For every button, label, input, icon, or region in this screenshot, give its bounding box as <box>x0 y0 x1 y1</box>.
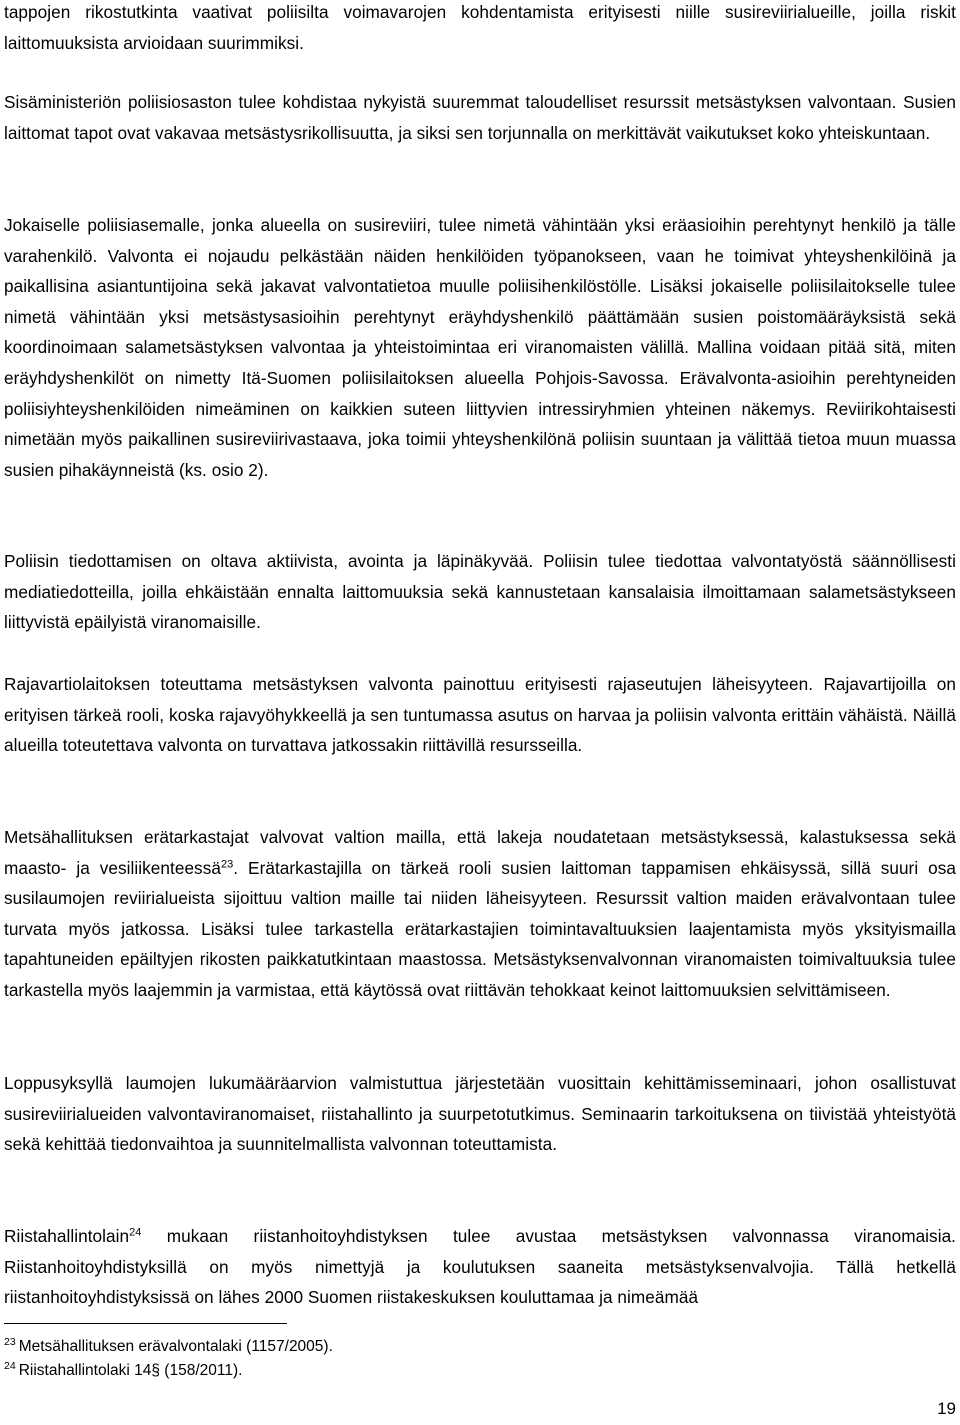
page-number: 19 <box>937 1399 956 1418</box>
paragraph-2: Sisäministeriön poliisiosaston tulee kohdistaa nykyistä suuremmat taloudelliset resurssit metsästyksen valvontaan. Susien laittomat tapot ovat vakavaa metsästysrikollisuutta, ja siksi sen torjunnalla on merkittävät vaikutukset koko yhteiskuntaan. <box>4 92 956 143</box>
paragraph-8 <box>4 1221 956 1313</box>
footnote-text: Metsähallituksen erävalvontalaki (1157/2005). <box>18 1338 333 1355</box>
footnote-text: Riistahallintolaki 14§ (158/2011). <box>18 1362 243 1379</box>
paragraph-8-text-end: mukaan riistanhoitoyhdistyksen tulee avustaa metsästyksen valvonnassa viranomaisia. Riistanhoitoyhdistyksillä on myös nimettyjä ja koulutuksen saaneita metsästyksenvalvojia. Tällä hetkellä riistanhoitoyhdistyksissä on lähes 2000 Suomen riistakeskuksen kouluttamaa ja nimeämää <box>4 1226 956 1308</box>
footnote-separator <box>4 1323 287 1324</box>
footnote-reference-24[interactable]: 24 <box>129 1226 142 1239</box>
footnote-23 <box>4 1337 333 1357</box>
paragraph-6-text-end: . Erätarkastajilla on tärkeä rooli susien laittoman tappamisen ehkäisyssä, sillä suuri osa susilaumojen reviirialueista sijoittuu valtion maille tai niiden läheisyyteen. Resurssit valtion maiden erävalvontaan tulee turvata myös jatkossa. Lisäksi tulee tarkastella erätarkastajien toimintavaltuuksien laajentamista myös yksityismailla tapahtuneiden epäiltyjen rikosten paikkatutkintaan maastossa. Metsästyksenvalvonnan viranomaisten toimivaltuuksia tulee tarkastella myös laajemmin ja varmistaa, että käytössä ovat riittävän tehokkaat keinot laittomuuksien selvittämiseen. <box>4 857 956 1000</box>
paragraph-8-text-start: Riistahallintolain <box>4 1226 130 1246</box>
paragraph-6-text-start: Metsähallituksen erätarkastajat valvovat valtion mailla, että lakeja noudatetaan metsästyksessä, kalastuksessa sekä maasto- ja vesiliikenteessä <box>4 827 956 878</box>
paragraph-3: Jokaiselle poliisiasemalle, jonka alueella on susireviiri, tulee nimetä vähintään yksi eräasioihin perehtynyt henkilö ja tälle varahenkilö. Valvonta ei nojaudu pelkästään näiden henkilöiden työpanokseen, vaan he toimivat yhteyshenkilöinä ja paikallisina asiantuntijoina sekä jakavat valvontatietoa muulle poliisihenkilöstölle. Lisäksi jokaiselle poliisilaitokselle tulee nimetä vähintään yksi metsästysasioihin perehtynyt eräyhdyshenkilö päättämään susien poistomääräyksistä sekä koordinoimaan salametsästyksen valvontaa ja yhteistoimintaa eri viranomaisten välillä. Mallina voidaan pitää sitä, miten eräyhdyshenkilöt on nimetty Itä-Suomen poliisilaitoksen alueella Pohjois-Savossa. Erävalvonta-asioihin perehtyneiden poliisiyhteyshenkilöiden nimeäminen on kaikkien suteen liittyvien intressiryhmien yhteinen näkemys. Reviirikohtaisesti nimetään myös paikallinen susireviirivastaava, joka toimii yhteyshenkilönä poliisin suuntaan ja välittää tietoa muun muassa susien pihakäynneistä (ks. osio 2). <box>4 215 956 480</box>
footnote-24 <box>4 1361 242 1381</box>
paragraph-5: Rajavartiolaitoksen toteuttama metsästyksen valvonta painottuu erityisesti rajaseutujen läheisyyteen. Rajavartijoilla on erityisen tärkeä rooli, koska rajavyöhykkeellä ja sen tuntumassa asutus on harvaa ja poliisin valvonta erittäin vähäistä. Näillä alueilla toteutettava valvonta on turvattava jatkossakin riittävillä resursseilla. <box>4 674 956 756</box>
paragraph-4: Poliisin tiedottamisen on oltava aktiivista, avointa ja läpinäkyvää. Poliisin tulee tiedottaa valvontatyöstä säännöllisesti mediatiedotteilla, joilla ehkäistään ennalta laittomuuksia sekä kannustetaan kansalaisia ilmoittamaan salametsästykseen liittyvistä epäilyistä viranomaisille. <box>4 551 956 633</box>
paragraph-6 <box>4 822 956 1006</box>
footnote-number: 23 <box>4 1335 16 1348</box>
footnote-reference-23[interactable]: 23 <box>220 857 234 870</box>
paragraph-7: Loppusyksyllä laumojen lukumääräarvion valmistuttua järjestetään vuosittain kehittämisseminaari, johon osallistuvat susireviirialueiden valvontaviranomaiset, riistahallinto ja suurpetotutkimus. Seminaarin tarkoituksena on tiivistää yhteistyötä sekä kehittää tiedonvaihtoa ja suunnitelmallista valvonnan toteuttamista. <box>4 1073 956 1155</box>
footnote-number: 24 <box>4 1359 16 1372</box>
paragraph-1: tappojen rikostutkinta vaativat poliisilta voimavarojen kohdentamista erityisesti niille susireviirialueille, joilla riskit laittomuuksista arvioidaan suurimmiksi. <box>4 2 956 53</box>
